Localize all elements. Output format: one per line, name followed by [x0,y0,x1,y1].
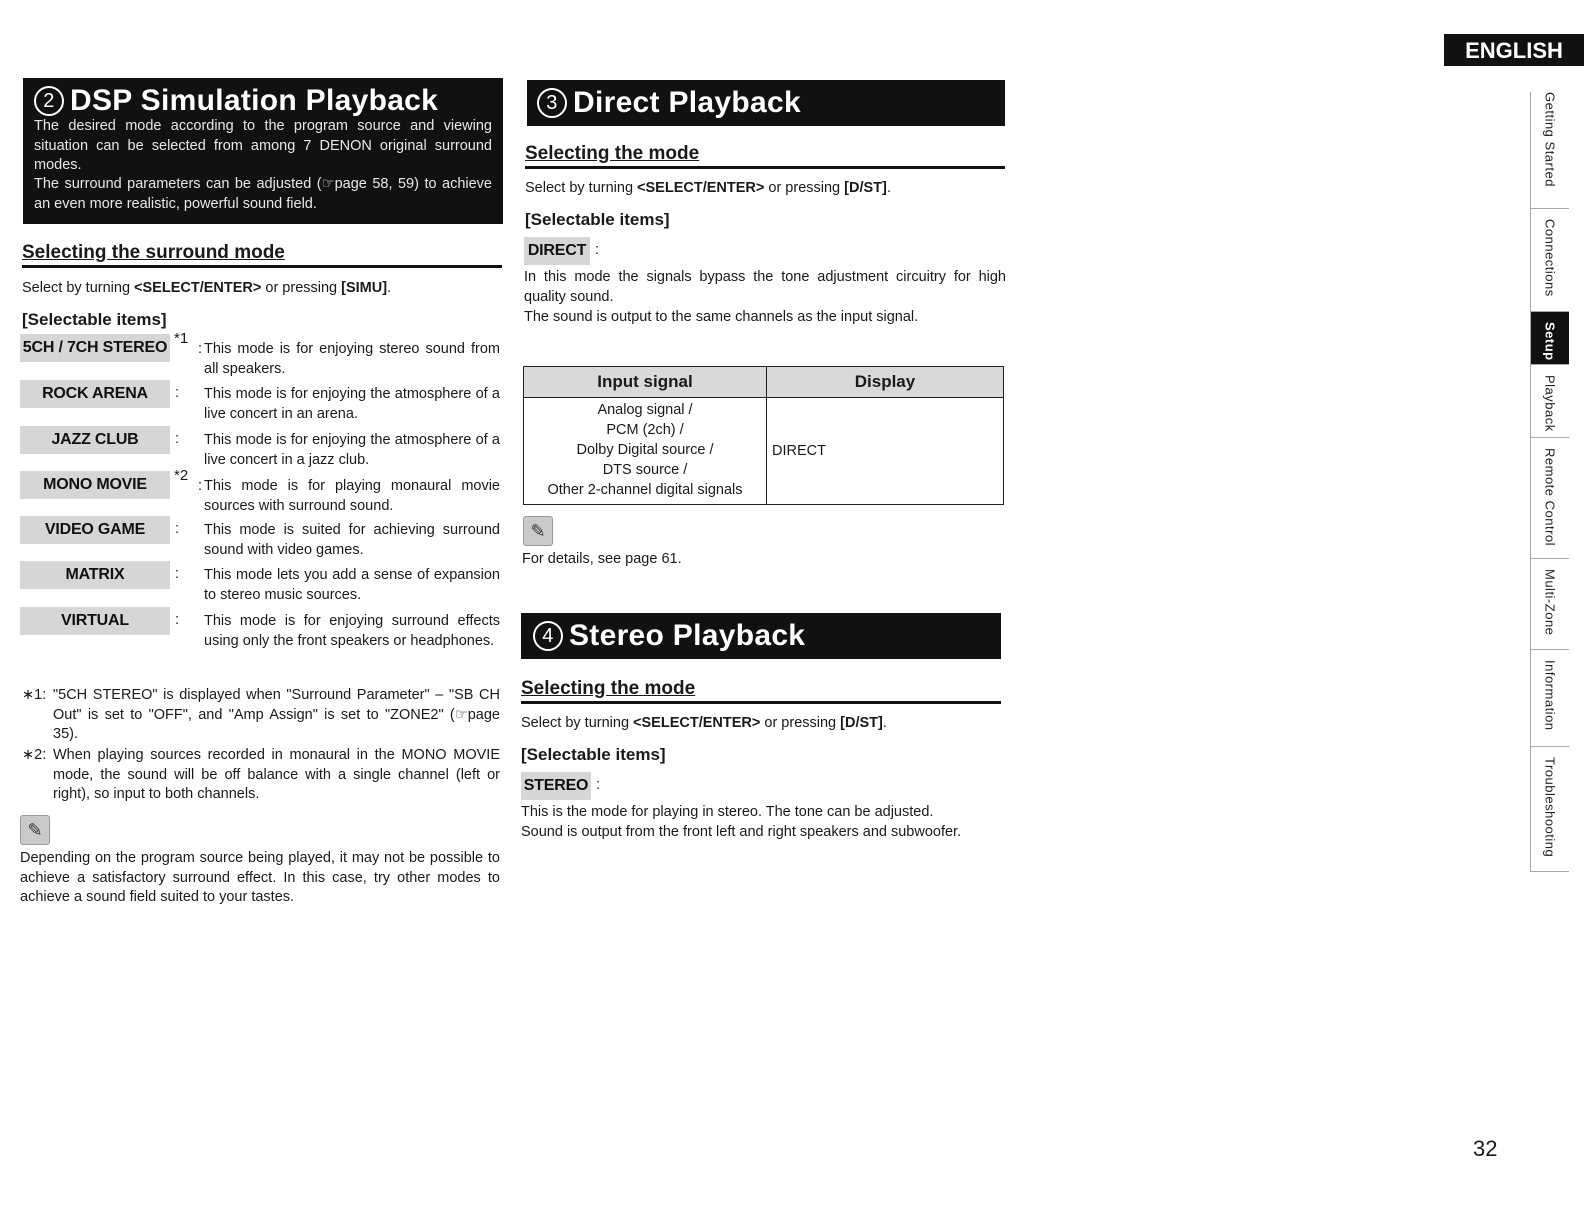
footnote-2-text: When playing sources recorded in monaural in the MONO MOVIE mode, the sound will be off balance with a single channel (left or right), so input to both channels. [53,747,500,802]
colon: : [175,431,180,447]
colon: : [595,242,600,258]
direct-title: 3 Direct Playback [537,86,801,120]
footnote-2-label: ∗2: [22,747,47,763]
dsp-select-instruction: Select by turning <SELECT/ENTER> or pressing [SIMU]. [22,280,392,296]
input-signal-cell: Analog signal / PCM (2ch) / Dolby Digital source / DTS source / Other 2-channel digital signals [524,398,767,505]
dsp-intro-1: The desired mode according to the program source and viewing situation can be selected from among 7 DENON original surround modes. [34,118,492,173]
side-tab-connections[interactable]: Connections [1530,208,1569,311]
page-number: 32 [1473,1136,1498,1161]
direct-mode-chip: DIRECT [524,237,590,265]
mode-description: This mode lets you add a sense of expansion to stereo music sources. [204,567,500,603]
side-tab-remote-control[interactable]: Remote Control [1530,437,1569,558]
mode-description: This mode is for enjoying the atmosphere of a live concert in an arena. [204,386,500,422]
mode-description: This mode is for enjoying the atmosphere of a live concert in a jazz club. [204,432,500,468]
colon: : [198,478,203,494]
colon: : [198,341,203,357]
col-header-input: Input signal [524,367,767,398]
note-pencil-icon: ✎ [523,516,553,546]
dsp-section-title: Selecting the surround mode [22,242,502,268]
mode-description: This mode is for enjoying stereo sound from all speakers. [204,341,500,377]
stereo-mode-chip: STEREO [521,772,591,800]
mode-description: This mode is for enjoying surround effects using only the front speakers or headphones. [204,613,500,649]
side-tab-playback[interactable]: Playback [1530,364,1569,437]
stereo-desc-1: This is the mode for playing in stereo. The tone can be adjusted. [521,804,934,820]
footnote-1-label: ∗1: [22,687,47,703]
stereo-select-instruction: Select by turning <SELECT/ENTER> or pressing [D/ST]. [521,715,887,731]
table-header-row [524,367,1004,398]
signal-table [523,366,1004,505]
col-header-display: Display [767,367,1004,398]
mode-chip: MONO MOVIE [20,471,170,499]
footnote-1-text: "5CH STEREO" is displayed when "Surround Parameter" – "SB CH Out" is set to "OFF", and "Amp Assign" is set to "ZONE2" (☞page 35). [53,687,500,742]
stereo-banner [521,613,1001,659]
side-tab-setup[interactable]: Setup [1530,311,1569,364]
mode-chip: JAZZ CLUB [20,426,170,454]
mode-chip: MATRIX [20,561,170,589]
stereo-desc-2: Sound is output from the front left and right speakers and subwoofer. [521,824,962,840]
footnote-1 [22,686,500,745]
direct-select-instruction: Select by turning <SELECT/ENTER> or pressing [D/ST]. [525,180,891,196]
footnote-2 [22,746,500,805]
mode-description: This mode is suited for achieving surround sound with video games. [204,522,500,558]
side-tab-nav [1530,82,1570,872]
mode-item-video-game [20,516,502,561]
colon: : [175,385,180,401]
dsp-title: 2 DSP Simulation Playback [34,84,438,118]
dsp-banner [23,78,503,224]
mode-item-5ch-7ch-stereo [20,330,502,379]
mode-item-matrix [20,561,502,606]
direct-number: 3 [537,88,567,118]
mode-item-rock-arena [20,380,502,425]
direct-selectable-heading: [Selectable items] [525,210,670,229]
footnote-mark: *2 [174,467,189,484]
note-pencil-icon: ✎ [20,815,50,845]
dsp-number: 2 [34,86,64,116]
mode-chip: 5CH / 7CH STEREO [20,334,170,362]
stereo-number: 4 [533,621,563,651]
stereo-section-title: Selecting the mode [521,678,1001,704]
footnote-mark: *1 [174,330,189,347]
direct-section-title: Selecting the mode [525,143,1005,169]
dsp-selectable-heading: [Selectable items] [22,310,167,329]
colon: : [596,777,601,793]
colon: : [175,521,180,537]
mode-item-virtual [20,607,502,672]
colon: : [175,566,180,582]
mode-chip: VIDEO GAME [20,516,170,544]
mode-description: This mode is for playing monaural movie sources with surround sound. [204,478,500,514]
display-cell: DIRECT [767,398,1004,505]
dsp-intro-2: The surround parameters can be adjusted (☞page 58, 59) to achieve an even more realistic, powerful sound field. [34,176,492,212]
dsp-note: Depending on the program source being played, it may not be possible to achieve a satisfactory surround effect. In this case, try other modes to achieve a sound field suited to your tastes. [20,850,500,905]
mode-chip: ROCK ARENA [20,380,170,408]
direct-desc-2: The sound is output to the same channels as the input signal. [524,309,919,325]
table-row [524,398,1004,505]
side-tab-multi-zone[interactable]: Multi-Zone [1530,558,1569,649]
direct-banner [527,80,1005,126]
language-tab: ENGLISH [1444,34,1584,66]
mode-item-jazz-club [20,426,502,471]
mode-item-mono-movie [20,467,502,516]
direct-desc-1: In this mode the signals bypass the tone adjustment circuitry for high quality sound. [524,269,1006,305]
colon: : [175,612,180,628]
stereo-title: 4 Stereo Playback [533,619,805,653]
side-tab-troubleshooting[interactable]: Troubleshooting [1530,746,1569,872]
stereo-selectable-heading: [Selectable items] [521,745,666,764]
side-tab-getting-started[interactable]: Getting Started [1530,92,1569,208]
mode-chip: VIRTUAL [20,607,170,635]
side-tab-information[interactable]: Information [1530,649,1569,746]
direct-note: For details, see page 61. [522,551,682,567]
